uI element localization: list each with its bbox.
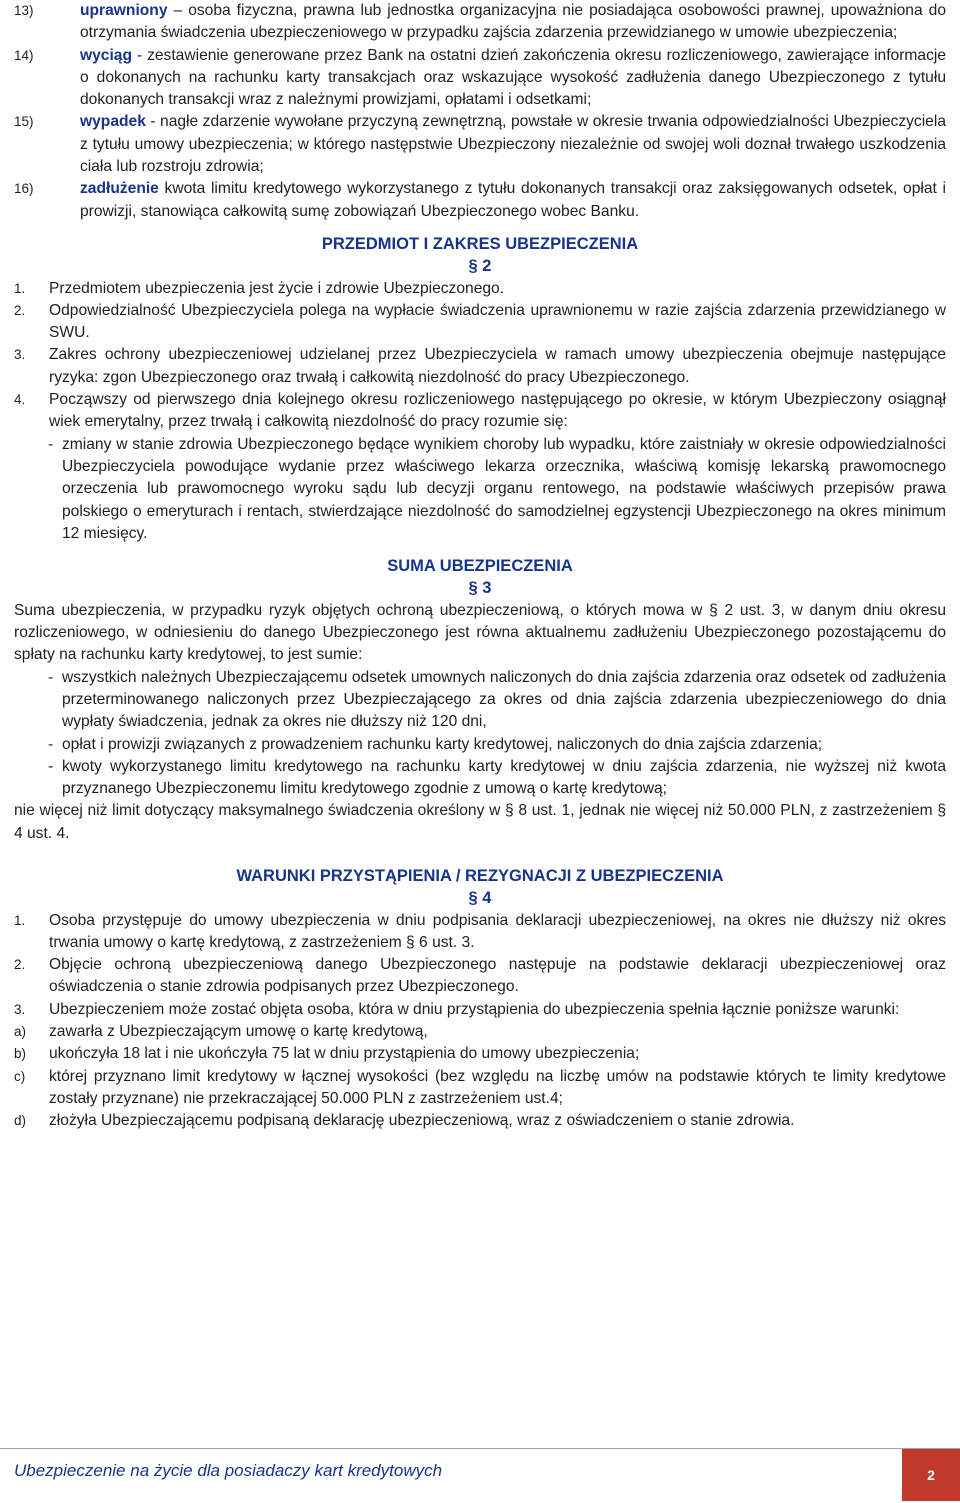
item-text: ukończyła 18 lat i nie ukończyła 75 lat w dniu przystąpienia do umowy ubezpieczenia; [49,1045,640,1063]
item-text: której przyznano limit kredytowy w łącznej wysokości (bez względu na liczbę umów na podstawie których te limity kredytowe zostały przyznane) nie przekraczającej 50.000 PLN z zastrzeżeniem ust.4; [49,1067,946,1107]
list-item [14,344,946,389]
definition-text: - nagłe zdarzenie wywołane przyczyną zewnętrzną, powstałe w okresie trwania odpowiedzialności Ubezpieczyciela z tytułu umowy ubezpieczenia; w którego następstwie Ubezpieczony niezależnie od swojej woli doznał trwałego uszkodzenia ciała lub rozstroju zdrowia; [80,113,946,176]
item-text: Przedmiotem ubezpieczenia jest życie i zdrowie Ubezpieczonego. [49,279,505,297]
item-text: złożyła Ubezpieczającemu podpisaną deklarację ubezpieczeniową, wraz z oświadczeniem o stanie zdrowia. [49,1112,795,1130]
item-number: 1. [14,912,26,928]
item-text: wszystkich należnych Ubezpieczającemu odsetek umownych naliczonych do dnia zajścia zdarzenia oraz odsetek od zadłużenia przeterminowanego naliczonych przez Ubezpieczającego za okres od dnia zajścia zdarzenia ubezpieczeniowego do dnia wypłaty świadczenia, jednak za okres nie dłuższy niż 120 dni, [62,668,946,731]
item-text: kwoty wykorzystanego limitu kredytowego na rachunku karty kredytowej w dniu zajścia zdarzenia, nie wyższej niż kwota przyznanego Ubezpieczonemu limitu kredytowego zgodnie z umową o kartę kredytową; [62,757,946,798]
definition-text: kwota limitu kredytowego wykorzystanego z tytułu dokonanych transakcji oraz zaksięgowanych odsetek, opłat i prowizji, stanowiąca całkowitą sumę zobowiązań Ubezpieczonego wobec Banku. [80,180,946,220]
item-text: Objęcie ochroną ubezpieczeniową danego Ubezpieczonego następuje na podstawie deklaracji ubezpieczeniowej oraz oświadczenia o stanie zdrowia podpisanych przez Ubezpieczonego. [49,956,946,996]
list-item [14,389,946,434]
item-number: 16) [14,181,34,197]
letter-item [14,1021,946,1043]
item-text: Zakres ochrony ubezpieczeniowej udzielanej przez Ubezpieczyciela w ramach umowy ubezpieczenia obejmuje następujące ryzyka: zgon Ubezpieczonego oraz trwałą i całkowitą niezdolność do pracy Ubezpieczonego. [49,346,946,386]
definition-14 [14,45,946,112]
item-letter: c) [14,1068,26,1084]
section-heading: SUMA UBEZPIECZENIA [387,557,573,576]
item-text: Ubezpieczeniem może zostać objęta osoba, która w dniu przystąpienia do ubezpieczenia spełnia łącznie poniższe warunki: [49,1000,900,1018]
term: uprawniony [80,2,168,19]
section-heading: WARUNKI PRZYSTĄPIENIA / REZYGNACJI Z UBEZPIECZENIA [236,866,724,885]
item-text: opłat i prowizji związanych z prowadzeniem rachunku karty kredytowej, naliczonych do dnia zajścia zdarzenia; [62,735,823,753]
item-number: 13) [14,3,34,18]
term: zadłużenie [80,180,159,198]
term: wypadek [80,113,146,131]
definition-15 [14,111,946,178]
list-item [14,910,946,955]
footer-divider [0,1448,960,1449]
definition-text: - zestawienie generowane przez Bank na ostatni dzień zakończenia okresu rozliczeniowego, zawierające informacje o dokonanych na rachunku karty transakcjach oraz wskazujące wysokość zadłużenia danego Ubezpieczonego z tytułu dokonanych transakcji wraz z należnymi prowizjami, opłatami i odsetkami; [80,46,946,109]
item-number: 3. [14,1001,26,1017]
term: wyciąg [80,46,133,64]
item-text: Osoba przystępuje do umowy ubezpieczenia w dniu podpisania deklaracji ubezpieczeniowej, na okres nie dłuższy niż okres trwania umowy o kartę kredytową, z zastrzeżeniem § 6 ust. 3. [49,911,946,951]
definition-16 [14,178,946,223]
item-letter: d) [14,1113,27,1129]
dash-bullet: - [48,435,54,453]
dash-item [14,667,946,734]
paragraph-sign: § 4 [468,889,492,908]
item-number: 15) [14,114,34,130]
list-item [14,278,946,300]
paragraph-sign: § 3 [468,579,492,598]
letter-item [14,1110,946,1132]
dash-bullet: - [48,668,54,686]
page-number: 2 [902,1449,960,1501]
item-number: 2. [14,302,26,318]
dash-item [14,756,946,801]
page-footer [0,1448,960,1503]
dash-item [14,734,946,756]
definition-text: – osoba fizyczna, prawna lub jednostka organizacyjna nie posiadająca osobowości prawnej, upoważniona do otrzymania świadczenia ubezpieczeniowego w przypadku zajścia zdarzenia przewidzianego w umowie ubezpieczenia; [80,2,946,42]
dash-item [14,434,946,545]
list-item [14,954,946,999]
item-number: 3. [14,347,26,363]
item-letter: b) [14,1046,27,1062]
dash-bullet: - [48,735,54,753]
list-item [14,300,946,345]
letter-item [14,1043,946,1065]
item-text: Począwszy od pierwszego dnia kolejnego okresu rozliczeniowego następującego po okresie, w którym Ubezpieczony osiągnął wiek emerytalny, przez trwałą i całkowitą niezdolność do pracy rozumie się: [49,391,946,431]
definition-13 [14,0,946,45]
item-number: 14) [14,47,34,63]
list-item [14,999,946,1021]
item-text: zmiany w stanie zdrowia Ubezpieczonego będące wynikiem choroby lub wypadku, które zaistniały w okresie odpowiedzialności Ubezpieczyciela powodujące wydanie przez właściwego lekarza orzecznika, właściwą komisję lekarską prawomocnego orzeczenia lub prawomocnego wyroku sądu lub decyzji organu rentowego, na podstawie właściwych przepisów prawa polskiego o emeryturach i rentach, stwierdzające niezdolność do samodzielnej egzystencji Ubezpieczonego na okres minimum 12 miesięcy. [62,435,946,542]
section-intro: Suma ubezpieczenia, w przypadku ryzyk objętych ochroną ubezpieczeniową, o których mowa w § 2 ust. 3, w danym dniu okresu rozliczeniowego, w odniesieniu do danego Ubezpieczonego jest równa aktualnemu zadłużeniu Ubezpieczonego pozostającemu do spłaty na rachunku karty kredytowej, to jest sumie: [14,601,946,664]
section-outro: nie więcej niż limit dotyczący maksymalnego świadczenia określony w § 8 ust. 1, jednak nie więcej niż 50.000 PLN, z zastrzeżeniem § 4 ust. 4. [14,802,946,842]
section-heading: PRZEDMIOT I ZAKRES UBEZPIECZENIA [321,234,639,253]
paragraph-sign: § 2 [468,257,492,276]
dash-bullet: - [48,757,54,775]
item-text: Odpowiedzialność Ubezpieczyciela polega na wypłacie świadczenia uprawnionemu w razie zajścia zdarzenia przewidzianego w SWU. [49,301,946,342]
item-letter: a) [14,1024,27,1040]
item-text: zawarła z Ubezpieczającym umowę o kartę kredytową, [49,1023,428,1041]
letter-item [14,1066,946,1111]
item-number: 4. [14,392,26,408]
item-number: 1. [14,280,26,296]
footer-title: Ubezpieczenie na życie dla posiadaczy kart kredytowych [14,1461,443,1480]
item-number: 2. [14,957,26,973]
